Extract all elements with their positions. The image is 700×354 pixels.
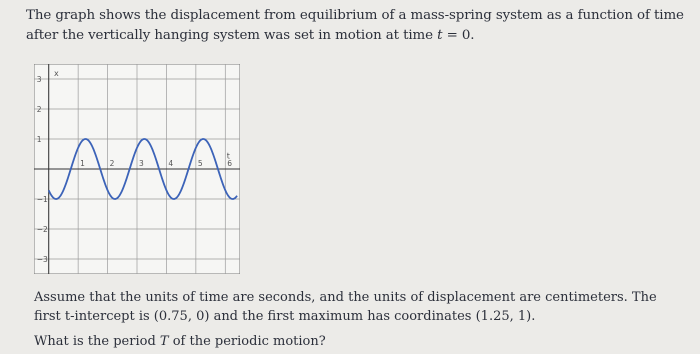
x-tick-label: 5 <box>197 159 203 168</box>
problem-question <box>34 288 684 351</box>
question-prefix: What is the period <box>34 334 160 349</box>
y-tick-label: −3 <box>36 255 48 264</box>
intro-text: The graph shows the displacement from equilibrium of a mass-spring system as a function of time after the vertically hanging system was set in motion at time <box>26 8 684 43</box>
question-text <box>34 332 684 351</box>
x-axis-label: x <box>54 69 59 78</box>
y-tick-label: 2 <box>36 105 42 114</box>
y-tick-label: 3 <box>36 75 42 84</box>
t-axis-label: t <box>226 151 230 161</box>
x-tick-label: 2 <box>109 159 115 168</box>
intro-variable: t <box>437 28 443 43</box>
graph-svg <box>34 64 240 274</box>
intro-equation: = 0. <box>442 28 475 43</box>
x-tick-label: 1 <box>80 159 85 168</box>
x-tick-label: 3 <box>139 159 144 168</box>
x-tick-label: 4 <box>168 159 174 168</box>
problem-intro <box>26 6 686 46</box>
displacement-graph <box>34 64 240 278</box>
y-tick-label: −2 <box>36 225 48 234</box>
question-suffix: of the periodic motion? <box>168 334 326 349</box>
y-tick-label: 1 <box>36 135 42 144</box>
x-tick-label: 6 <box>227 159 233 168</box>
y-tick-label: −1 <box>36 195 48 204</box>
assumption-text: Assume that the units of time are seconds, and the units of displacement are centimeters. The first t-intercept is (0.75, 0) and the first maximum has coordinates (1.25, 1). <box>34 290 657 324</box>
question-variable: T <box>159 334 169 349</box>
